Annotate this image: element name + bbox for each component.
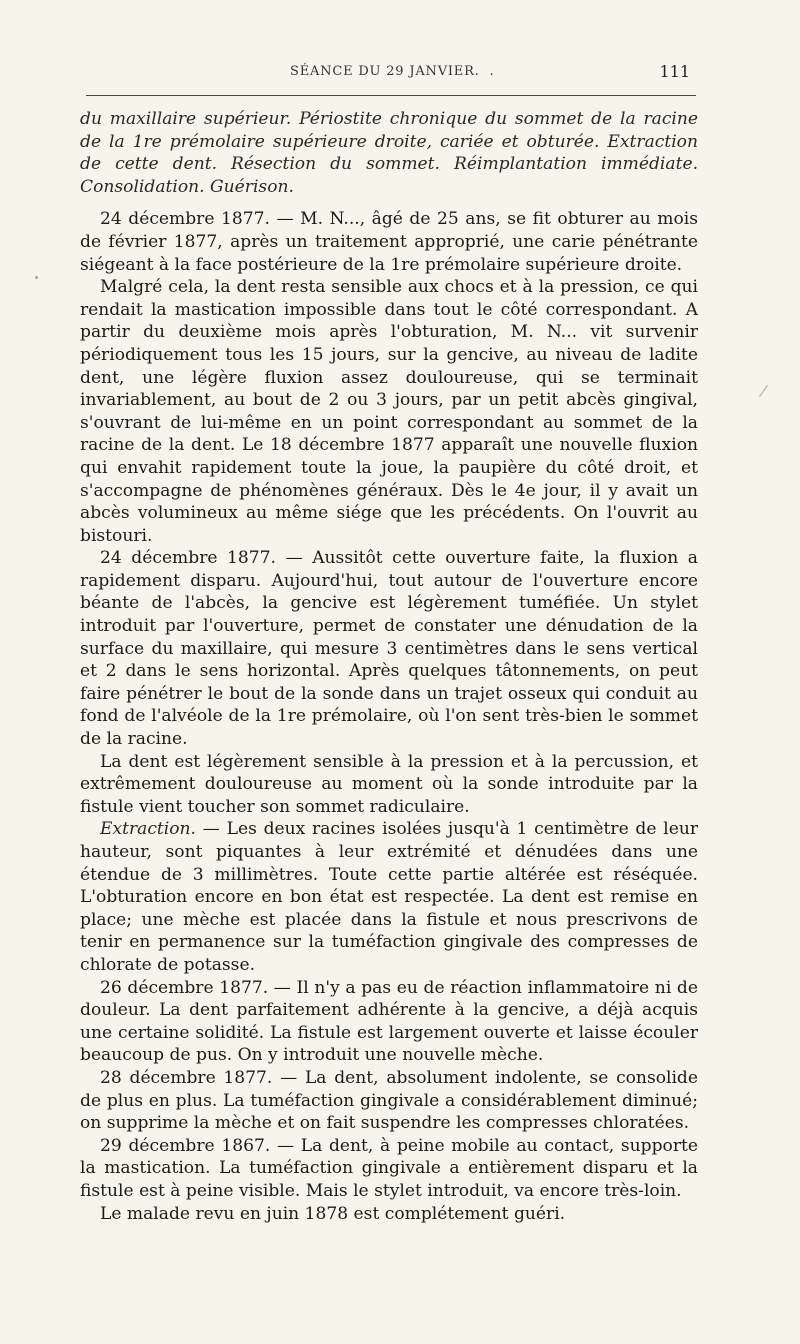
paragraph-8: 29 décembre 1867. — La dent, à peine mobile au contact, supporte la mastication. La tuméfaction gingivale a entièrement disparu et la fistule est à peine visible. Mais le stylet introduit, va encore très-loin. [80, 1135, 698, 1201]
paragraph-5 [80, 818, 698, 976]
case-title: du maxillaire supérieur. Périostite chronique du sommet de la racine de la 1re prémolaire supérieure droite, cariée et obturée. Extraction de cette dent. Résection du sommet. Réimplantation immédiate. Consolidation. Guérison. [80, 109, 698, 197]
margin-mark [759, 385, 768, 397]
ink-spot [35, 276, 38, 279]
paragraph-2: Malgré cela, la dent resta sensible aux chocs et à la pression, ce qui rendait la mastication impossible dans tout le côté correspondant. A partir du deuxième mois après l'obturation, M. N... vit survenir périodiquement tous les 15 jours, sur la gencive, au niveau de ladite dent, une légère fluxion assez douloureuse, qui se terminait invariablement, au bout de 2 ou 3 jours, par un petit abcès gingival, s'ouvrant de lui-même en un point correspondant au sommet de la racine de la dent. Le 18 décembre 1877 apparaît une nouvelle fluxion qui envahit rapidement toute la joue, la paupière du côté droit, et s'accompagne de phénomènes généraux. Dès le 4e jour, il y avait un abcès volumineux au même siége que les précédents. On l'ouvrit au bistouri. [80, 277, 698, 546]
paragraph-7: 28 décembre 1877. — La dent, absolument indolente, se consolide de plus en plus. La tuméfaction gingivale a considérablement diminué; on supprime la mèche et on fait suspendre les compresses chloratées. [80, 1067, 698, 1134]
header-rule [86, 95, 696, 96]
header-separator: . [489, 64, 495, 79]
paragraph-4: La dent est légèrement sensible à la pression et à la percussion, et extrêmement douloureuse au moment où la sonde introduite par la fistule vient toucher son sommet radiculaire. [80, 751, 698, 817]
paragraph-3: 24 décembre 1877. — Aussitôt cette ouverture faite, la fluxion a rapidement disparu. Aujourd'hui, tout autour de l'ouverture encore béante de l'abcès, la gencive est légèrement tuméfiée. Un stylet introduit par l'ouverture, permet de constater une dénudation de la surface du maxillaire, qui mesure 3 centimètres dans le sens vertical et 2 dans le sens horizontal. Après quelques tâtonnements, on peut faire pénétrer le bout de la sonde dans un trajet osseux qui conduit au fond de l'alvéole de la 1re prémolaire, où l'on sent très-bien le sommet de la racine. [80, 548, 698, 750]
page-content [80, 108, 698, 1225]
paragraph-6: 26 décembre 1877. — Il n'y a pas eu de réaction inflammatoire ni de douleur. La dent parfaitement adhérente à la gencive, a déjà acquis une certaine solidité. La fistule est largement ouverte et laisse écouler beaucoup de pus. On y introduit une nouvelle mèche. [80, 977, 698, 1066]
page-number: 111 [659, 62, 690, 81]
paragraph-5-text: — Les deux racines isolées jusqu'à 1 centimètre de leur hauteur, sont piquantes à leur extrémité et dénudées dans une étendue de 3 millimètres. Toute cette partie altérée est réséquée. L'obturation encore en bon état est respectée. La dent est remise en place; une mèche est placée dans la fistule et nous prescrivons de tenir en permanence sur la tuméfaction gingivale des compresses de chlorate de potasse. [80, 819, 699, 975]
extraction-label: Extraction. [100, 819, 196, 840]
running-title [290, 64, 494, 79]
paragraph-9: Le malade revu en juin 1878 est complétement guéri. [100, 1203, 566, 1224]
running-title-text: SÉANCE DU 29 JANVIER. [290, 64, 480, 79]
title-spacer [80, 198, 698, 208]
page-header [80, 60, 698, 88]
paragraph-1: 24 décembre 1877. — M. N..., âgé de 25 ans, se fit obturer au mois de février 1877, après un traitement approprié, une carie pénétrante siégeant à la face postérieure de la 1re prémolaire supérieure droite. [80, 209, 698, 275]
